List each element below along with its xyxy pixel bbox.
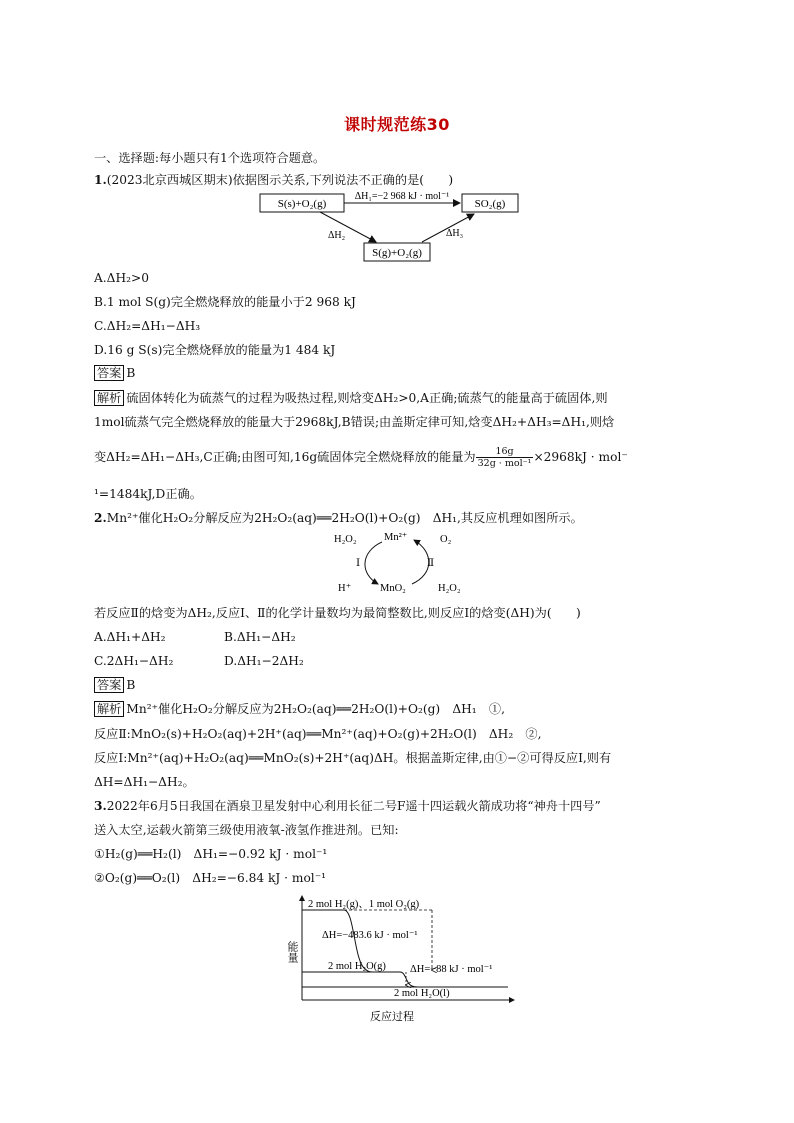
q1-label-dh1: ΔH₁=−2 968 kJ · mol⁻¹ <box>354 191 450 202</box>
q3-stem-line1 <box>94 798 601 814</box>
q2-stem-text: Mn²⁺催化H₂O₂分解反应为2H₂O₂(aq)══2H₂O(l)+O₂(g) ΔH₁,其反应机理如图所示。 <box>106 511 583 525</box>
q1-analysis-line4: ¹=1484kJ,D正确。 <box>94 487 202 501</box>
q1-option-b[interactable]: B.1 mol S(g)完全燃烧释放的能量小于2 968 kJ <box>94 295 356 309</box>
q2-label-mn2: Mn²⁺ <box>384 532 408 543</box>
q2-option-a[interactable]: A.ΔH₁+ΔH₂ <box>94 630 166 644</box>
q1-energy-cycle-diagram <box>250 188 530 266</box>
q1-fraction-denominator: 32g · mol⁻¹ <box>477 458 532 469</box>
q2-label-h2o2-right: H₂O₂ <box>438 583 461 594</box>
q1-analysis-line2: 1mol硫蒸气完全燃烧释放的能量大于2968kJ,B错误;由盖斯定律可知,焓变ΔH₂+ΔH₃=ΔH₁,则焓 <box>94 415 615 429</box>
q3-stem-line2: 送入太空,运载火箭第三级使用液氧-液氢作推进剂。已知: <box>94 823 399 837</box>
q1-analysis-line1 <box>94 390 608 406</box>
q2-label-roman1: Ⅰ <box>356 558 361 569</box>
q2-analysis-line4: ΔH=ΔH₁−ΔH₂。 <box>94 775 195 789</box>
q3-label-reactants: 2 mol H₂(g)、1 mol O₂(g) <box>308 899 420 910</box>
q2-label-h2o2-left: H₂O₂ <box>334 534 357 545</box>
q1-number: 1. <box>94 173 107 187</box>
q3-label-h2o-gas: 2 mol H₂O(g) <box>328 961 386 972</box>
q1-box-product-label: SO₂(g) <box>474 198 506 210</box>
q3-label-h2o-liquid: 2 mol H₂O(l) <box>394 988 450 999</box>
q2-number: 2. <box>94 511 107 525</box>
q2-option-c[interactable]: C.2ΔH₁−ΔH₂ <box>94 654 174 668</box>
q2-label-roman2: Ⅱ <box>427 558 435 569</box>
q1-answer <box>94 365 135 381</box>
q3-number: 3. <box>94 799 107 813</box>
q2-mechanism-diagram <box>330 528 470 596</box>
page-title: 课时规范练30 <box>344 115 450 134</box>
q1-analysis-text3a: 变ΔH₂=ΔH₁−ΔH₃,C正确;由图可知,16g硫固体完全燃烧释放的能量为 <box>94 450 476 464</box>
section-heading: 一、选择题:每小题只有1个选项符合题意。 <box>94 151 326 165</box>
q1-analysis-line3 <box>94 446 628 469</box>
q1-option-d[interactable]: D.16 g S(s)完全燃烧释放的能量为1 484 kJ <box>94 343 336 357</box>
q2-answer-tag: 答案 <box>94 677 124 693</box>
q3-label-dh-b: ΔH=−88 kJ · mol⁻¹ <box>410 964 493 975</box>
q1-stem <box>94 172 453 188</box>
q1-option-a[interactable]: A.ΔH₂>0 <box>94 271 149 285</box>
q2-options-row1 <box>94 629 296 645</box>
q2-label-mno2: MnO₂ <box>380 583 406 594</box>
q2-label-hplus: H⁺ <box>338 583 352 594</box>
q2-analysis-tag: 解析 <box>94 701 124 717</box>
q2-analysis-text1: Mn²⁺催化H₂O₂分解反应为2H₂O₂(aq)══2H₂O(l)+O₂(g) ΔH₁ ①, <box>126 702 505 716</box>
q1-analysis-tag: 解析 <box>94 390 124 406</box>
q3-equation-2: ②O₂(g)══O₂(l) ΔH₂=−6.84 kJ · mol⁻¹ <box>94 871 327 885</box>
q3-stem-text1: 2022年6月5日我国在酒泉卫星发射中心利用长征二号F遥十四运载火箭成功将“神舟十四号” <box>106 799 601 813</box>
q3-x-axis-label: 反应过程 <box>370 1011 414 1023</box>
q2-analysis-line2: 反应Ⅱ:MnO₂(s)+H₂O₂(aq)+2H⁺(aq)══Mn²⁺(aq)+O₂(g)+2H₂O(l) ΔH₂ ②, <box>94 727 542 741</box>
q1-analysis-text3b: ×2968kJ · mol⁻ <box>533 450 628 464</box>
q1-label-dh3: ΔH₃ <box>446 228 464 239</box>
q1-box-intermediate-label: S(g)+O₂(g) <box>372 247 422 259</box>
q2-option-b[interactable]: B.ΔH₁−ΔH₂ <box>224 630 296 644</box>
q2-analysis-line1 <box>94 701 505 717</box>
q3-energy-diagram <box>282 892 522 1028</box>
q3-y-axis-label: 能量 <box>286 941 298 963</box>
q1-analysis-text1: 硫固体转化为硫蒸气的过程为吸热过程,则焓变ΔH₂>0,A正确;硫蒸气的能量高于硫固体,则 <box>126 391 608 405</box>
q3-label-dh-a: ΔH=−483.6 kJ · mol⁻¹ <box>322 930 418 941</box>
q1-answer-tag: 答案 <box>94 365 124 381</box>
q1-fraction-numerator: 16g <box>476 446 534 458</box>
q1-stem-text: (2023北京西城区期末)依据图示关系,下列说法不正确的是( ) <box>106 173 454 187</box>
q2-analysis-line3: 反应Ⅰ:Mn²⁺(aq)+H₂O₂(aq)══MnO₂(s)+2H⁺(aq)ΔH。根据盖斯定律,由①−②可得反应Ⅰ,则有 <box>94 751 612 765</box>
q2-stem <box>94 510 583 526</box>
q1-label-dh2: ΔH₂ <box>328 230 346 241</box>
q2-option-d[interactable]: D.ΔH₁−2ΔH₂ <box>224 654 304 668</box>
q1-box-reactant-label: S(s)+O₂(g) <box>277 198 327 210</box>
q1-option-c[interactable]: C.ΔH₂=ΔH₁−ΔH₃ <box>94 319 201 333</box>
q1-fraction <box>476 446 534 469</box>
q2-answer-value: B <box>126 678 136 692</box>
q2-answer <box>94 677 135 693</box>
q1-answer-value: B <box>126 366 136 380</box>
q2-cycle-arrow-1 <box>365 542 382 584</box>
q2-text: 若反应Ⅱ的焓变为ΔH₂,反应Ⅰ、Ⅱ的化学计量数均为最简整数比,则反应Ⅰ的焓变(ΔH)为( ) <box>94 606 581 620</box>
q3-equation-1: ①H₂(g)══H₂(l) ΔH₁=−0.92 kJ · mol⁻¹ <box>94 847 328 861</box>
q2-options-row2 <box>94 653 304 669</box>
q2-label-o2: O₂ <box>440 534 452 545</box>
